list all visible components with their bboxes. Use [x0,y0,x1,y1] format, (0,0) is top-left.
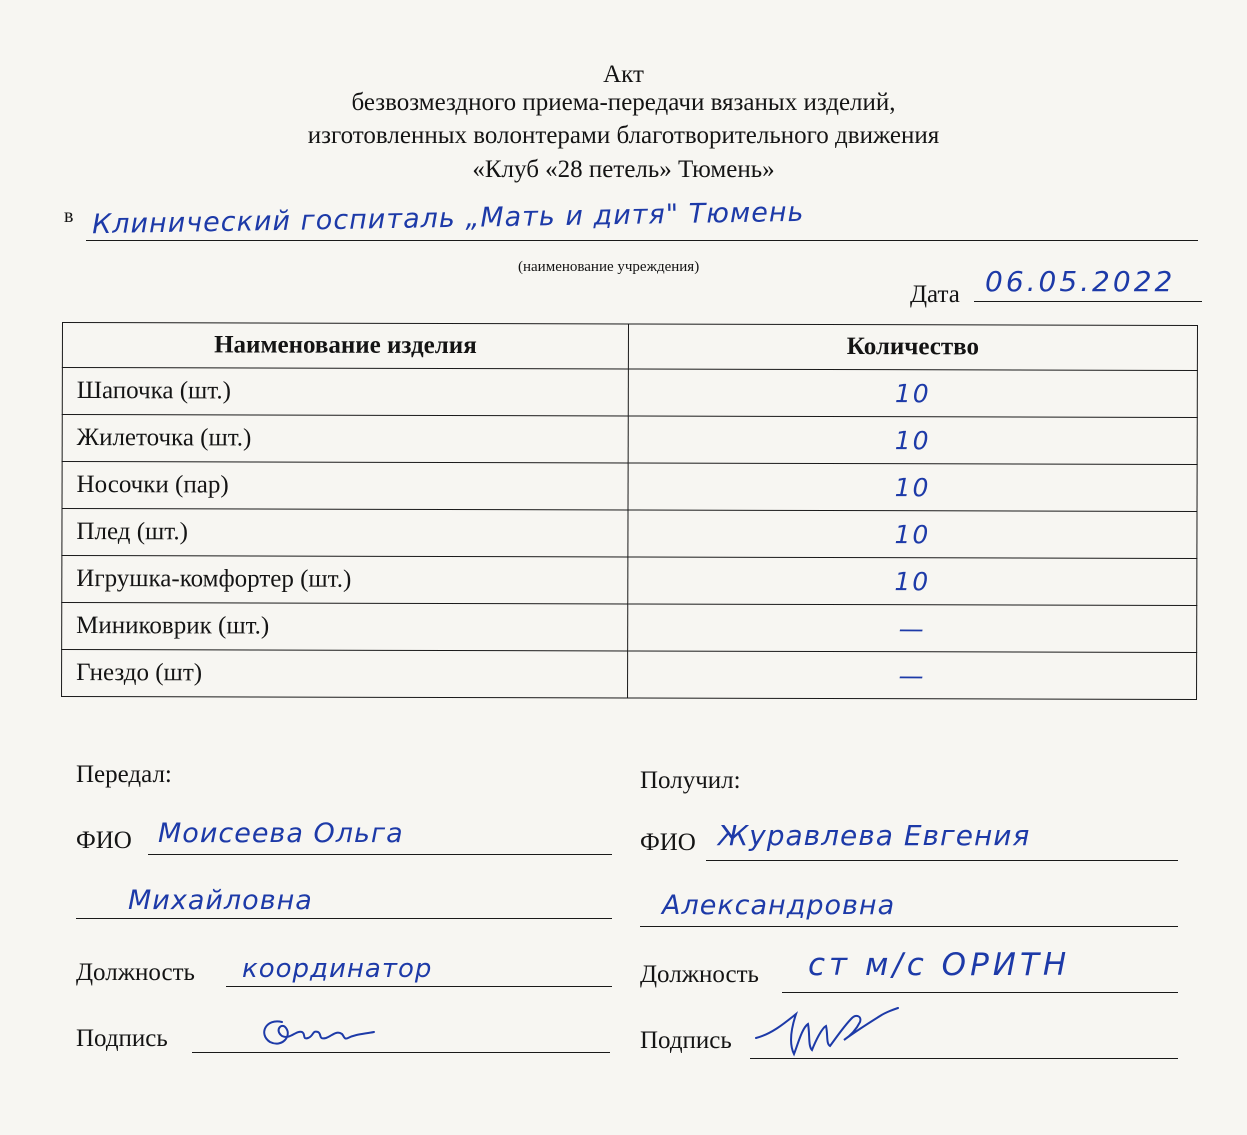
receiver-fio-line-2[interactable]: Александровна [662,890,896,921]
sender-fio-label: ФИО [76,827,132,854]
item-quantity[interactable]: — [628,604,1197,652]
recipient-institution[interactable]: Клинический госпиталь „Мать и дитя" Тюмень [91,196,805,241]
sender-signature-label: Подпись [76,1025,168,1052]
receiver-fio-line-1[interactable]: Журавлева Евгения [718,819,1031,852]
date-label: Дата [910,281,960,308]
item-name: Плед (шт.) [62,509,628,557]
recipient-prefix: в [64,205,74,227]
item-name: Носочки (пар) [62,462,628,510]
item-quantity[interactable]: 10 [628,510,1197,558]
sender-position-underline [226,986,612,987]
receiver-title: Получил: [640,767,741,794]
receiver-signature-mark[interactable] [752,1004,902,1060]
table-row [62,509,1197,559]
table-header-row [62,323,1197,371]
sender-position-value[interactable]: координатор [242,954,433,984]
date-underline [974,301,1202,302]
doc-title: Акт [603,61,644,88]
item-name: Гнездо (шт) [62,650,628,698]
receiver-position-underline [782,992,1178,993]
sender-fio-underline-2 [76,918,612,919]
table-row [62,603,1197,653]
item-name: Миниковрик (шт.) [62,603,628,651]
item-quantity[interactable]: — [628,651,1197,699]
item-name: Шапочка (шт.) [62,368,628,416]
sender-fio-underline-1 [148,854,612,855]
item-quantity[interactable]: 10 [628,463,1197,511]
item-quantity[interactable]: 10 [628,416,1197,464]
item-name: Жилеточка (шт.) [62,415,628,463]
recipient-underline [86,240,1198,241]
sender-signature-underline [192,1052,610,1053]
sender-position-label: Должность [76,959,195,986]
table-row [62,462,1197,512]
item-quantity[interactable]: 10 [628,557,1197,605]
table-row [62,415,1197,465]
sender-signature-mark[interactable] [252,1008,382,1052]
table-row [62,650,1197,700]
receiver-signature-underline [750,1058,1178,1059]
sender-fio-line-1[interactable]: Моисеева Ольга [158,818,404,849]
doc-subtitle-line-2: изготовленных волонтерами благотворительного движения [307,122,940,149]
header-item-name: Наименование изделия [62,323,628,369]
table-row [62,368,1197,418]
date-value[interactable]: 06.05.2022 [985,265,1176,298]
sender-fio-line-2[interactable]: Михайловна [128,885,313,916]
receiver-position-label: Должность [640,961,759,988]
receiver-fio-underline-2 [640,926,1178,927]
header-quantity: Количество [628,324,1197,370]
items-table [61,322,1198,700]
receiver-fio-label: ФИО [640,829,696,856]
item-quantity[interactable]: 10 [628,369,1197,417]
receiver-fio-underline-1 [706,860,1178,861]
recipient-caption: (наименование учреждения) [518,259,700,275]
receiver-position-value[interactable]: ст м/с ОРИТН [808,947,1071,983]
sender-title: Передал: [76,761,172,788]
item-name: Игрушка-комфортер (шт.) [62,556,628,604]
doc-subtitle-line-3: «Клуб «28 петель» Тюмень» [472,156,775,183]
table-row [62,556,1197,606]
doc-subtitle-line-1: безвозмездного приема-передачи вязаных изделий, [351,89,896,116]
receiver-signature-label: Подпись [640,1027,732,1054]
